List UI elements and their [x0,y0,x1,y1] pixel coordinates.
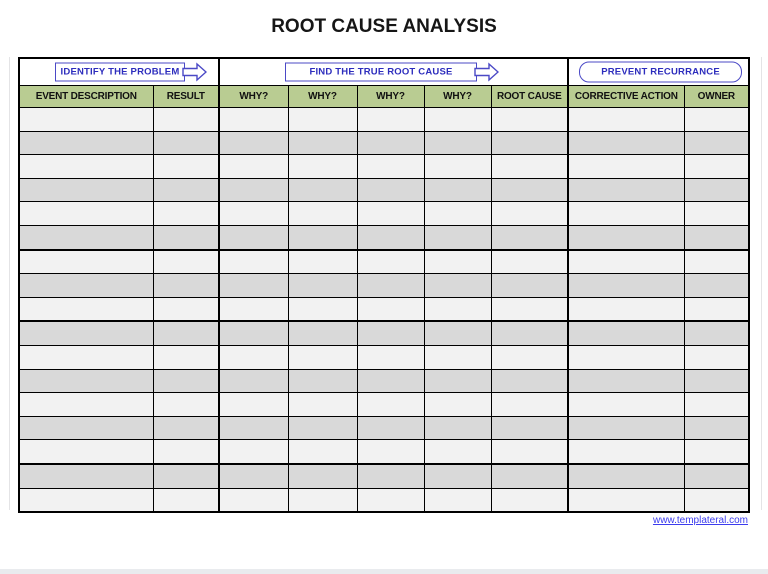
column-header-6-root-cause: ROOT CAUSE [491,86,568,108]
table-cell[interactable] [684,131,749,155]
table-cell[interactable] [491,321,568,345]
table-row [19,108,749,132]
table-cell[interactable] [219,250,288,274]
table-cell[interactable] [424,274,491,298]
table-cell[interactable] [568,225,684,249]
table-cell[interactable] [288,393,357,417]
table-row [19,155,749,179]
table-cell[interactable] [491,345,568,369]
table-cell[interactable] [153,345,219,369]
band-section-identify [19,58,219,86]
table-cell[interactable] [568,369,684,393]
table-row [19,274,749,298]
table-cell[interactable] [424,108,491,132]
table-cell[interactable] [19,108,153,132]
table-cell[interactable] [19,225,153,249]
table-cell[interactable] [153,274,219,298]
table-cell[interactable] [491,369,568,393]
table-cell[interactable] [357,393,424,417]
table-cell[interactable] [219,369,288,393]
table-cell[interactable] [684,225,749,249]
table-cell[interactable] [153,225,219,249]
table-cell[interactable] [219,416,288,440]
table-cell[interactable] [568,155,684,179]
table-cell[interactable] [357,440,424,464]
table-cell[interactable] [288,178,357,202]
column-header-2-why: WHY? [219,86,288,108]
table-cell[interactable] [424,345,491,369]
table-cell[interactable] [684,178,749,202]
table-cell[interactable] [288,225,357,249]
table-cell[interactable] [288,297,357,321]
table-cell[interactable] [568,274,684,298]
table-cell[interactable] [424,297,491,321]
table-cell[interactable] [568,345,684,369]
table-cell[interactable] [19,178,153,202]
table-cell[interactable] [19,321,153,345]
table-cell[interactable] [153,178,219,202]
table-row [19,369,749,393]
table-cell[interactable] [19,274,153,298]
column-header-3-why: WHY? [288,86,357,108]
table-cell[interactable] [491,202,568,226]
table-cell[interactable] [288,108,357,132]
table-cell[interactable] [684,488,749,512]
table-cell[interactable] [219,488,288,512]
table-cell[interactable] [491,108,568,132]
table-cell[interactable] [219,108,288,132]
column-header-7-corrective-action: CORRECTIVE ACTION [568,86,684,108]
table-cell[interactable] [357,274,424,298]
table-cell[interactable] [219,464,288,488]
table-cell[interactable] [684,369,749,393]
column-header-1-result: RESULT [153,86,219,108]
page-edge-right [761,57,762,510]
table-cell[interactable] [357,464,424,488]
table-cell[interactable] [288,369,357,393]
table-row [19,131,749,155]
table-row [19,202,749,226]
table-row [19,393,749,417]
table-cell[interactable] [491,225,568,249]
table-cell[interactable] [219,131,288,155]
step-label: FIND THE TRUE ROOT CAUSE [309,66,453,78]
table-cell[interactable] [153,416,219,440]
table-cell[interactable] [424,250,491,274]
table-cell[interactable] [19,155,153,179]
table-cell[interactable] [424,155,491,179]
table-cell[interactable] [19,131,153,155]
table-cell[interactable] [424,393,491,417]
table-cell[interactable] [424,178,491,202]
table-cell[interactable] [424,416,491,440]
table-row [19,178,749,202]
table-cell[interactable] [219,178,288,202]
table-cell[interactable] [568,202,684,226]
band-section-find-root-cause [219,58,568,86]
table-cell[interactable] [153,464,219,488]
table-cell[interactable] [19,464,153,488]
table-cell[interactable] [684,464,749,488]
table-cell[interactable] [424,440,491,464]
page-edge-left [9,57,10,510]
table-cell[interactable] [288,464,357,488]
step-label: IDENTIFY THE PROBLEM [60,66,180,78]
table-cell[interactable] [153,393,219,417]
table-cell[interactable] [357,345,424,369]
table-row [19,321,749,345]
table-cell[interactable] [491,488,568,512]
table-cell[interactable] [153,202,219,226]
table-cell[interactable] [288,345,357,369]
table-cell[interactable] [424,225,491,249]
table-cell[interactable] [568,464,684,488]
table-row [19,464,749,488]
table-cell[interactable] [357,250,424,274]
table-cell[interactable] [219,155,288,179]
table-cell[interactable] [288,202,357,226]
table-cell[interactable] [424,464,491,488]
table-cell[interactable] [219,274,288,298]
table-cell[interactable] [568,108,684,132]
table-cell[interactable] [357,202,424,226]
table-row [19,345,749,369]
table-cell[interactable] [153,321,219,345]
table-cell[interactable] [19,345,153,369]
table-cell[interactable] [491,131,568,155]
table-cell[interactable] [19,440,153,464]
table-cell[interactable] [153,488,219,512]
page-title: ROOT CAUSE ANALYSIS [271,16,497,37]
table-cell[interactable] [153,369,219,393]
table-cell[interactable] [19,250,153,274]
table-cell[interactable] [424,202,491,226]
table-row [19,297,749,321]
table-cell[interactable] [491,416,568,440]
table-cell[interactable] [19,297,153,321]
table-cell[interactable] [491,393,568,417]
process-band [19,58,749,86]
table-cell[interactable] [424,131,491,155]
table-cell[interactable] [491,178,568,202]
table-cell[interactable] [219,440,288,464]
table-cell[interactable] [288,250,357,274]
column-header-8-owner: OWNER [684,86,749,108]
footer-link[interactable]: www.templateral.com [652,515,748,526]
table-cell[interactable] [153,250,219,274]
table-cell[interactable] [153,297,219,321]
table-cell[interactable] [357,225,424,249]
identify-problem-step [55,63,185,82]
table-cell[interactable] [568,393,684,417]
table-cell[interactable] [684,274,749,298]
table-row [19,416,749,440]
find-true-root-cause-step [285,63,477,82]
table-row [19,440,749,464]
footer [18,515,748,526]
table-cell[interactable] [684,416,749,440]
table-cell[interactable] [219,202,288,226]
table-cell[interactable] [357,297,424,321]
right-arrow-icon [182,63,207,82]
table-cell[interactable] [491,297,568,321]
table-cell[interactable] [153,440,219,464]
table-cell[interactable] [357,178,424,202]
table-cell[interactable] [219,297,288,321]
root-cause-analysis-table [18,57,750,513]
table-cell[interactable] [424,321,491,345]
column-header-row [19,86,749,108]
table-cell[interactable] [153,108,219,132]
table-cell[interactable] [288,488,357,512]
step-label: PREVENT RECURRANCE [601,66,720,78]
table-cell[interactable] [357,369,424,393]
table-cell[interactable] [684,321,749,345]
band-section-prevent [568,58,749,86]
table-cell[interactable] [357,108,424,132]
table-cell[interactable] [491,440,568,464]
table-cell[interactable] [684,345,749,369]
table-cell[interactable] [684,297,749,321]
table-cell[interactable] [568,250,684,274]
table-cell[interactable] [288,274,357,298]
table-cell[interactable] [288,131,357,155]
table-cell[interactable] [19,369,153,393]
prevent-recurrance-step [579,62,742,83]
table-cell[interactable] [288,155,357,179]
table-cell[interactable] [19,393,153,417]
table-row [19,225,749,249]
page-bottom-edge [0,569,768,574]
table-cell[interactable] [357,131,424,155]
table-cell[interactable] [288,416,357,440]
table-cell[interactable] [357,416,424,440]
table-cell[interactable] [153,155,219,179]
table-cell[interactable] [684,108,749,132]
column-header-5-why: WHY? [424,86,491,108]
table-cell[interactable] [491,250,568,274]
column-header-0-event-description: EVENT DESCRIPTION [19,86,153,108]
table-cell[interactable] [491,464,568,488]
table-cell[interactable] [288,440,357,464]
table-cell[interactable] [684,155,749,179]
table-cell[interactable] [19,202,153,226]
table-cell[interactable] [684,250,749,274]
table-cell[interactable] [153,131,219,155]
table-cell[interactable] [568,178,684,202]
table-cell[interactable] [424,369,491,393]
table-row [19,250,749,274]
table-cell[interactable] [491,155,568,179]
table-cell[interactable] [357,488,424,512]
table-cell[interactable] [219,393,288,417]
table-cell[interactable] [568,297,684,321]
table-cell[interactable] [568,488,684,512]
table-cell[interactable] [219,321,288,345]
column-header-4-why: WHY? [357,86,424,108]
table-cell[interactable] [684,202,749,226]
table-row [19,488,749,512]
table-cell[interactable] [19,416,153,440]
table-cell[interactable] [568,131,684,155]
table-cell[interactable] [19,488,153,512]
table-cell[interactable] [568,440,684,464]
table-cell[interactable] [424,488,491,512]
table-cell[interactable] [684,440,749,464]
table-cell[interactable] [357,321,424,345]
table-cell[interactable] [568,321,684,345]
table-cell[interactable] [684,393,749,417]
table-cell[interactable] [219,225,288,249]
table-cell[interactable] [219,345,288,369]
table-cell[interactable] [491,274,568,298]
table-cell[interactable] [357,155,424,179]
table-cell[interactable] [568,416,684,440]
table-cell[interactable] [288,321,357,345]
right-arrow-icon [474,63,499,82]
